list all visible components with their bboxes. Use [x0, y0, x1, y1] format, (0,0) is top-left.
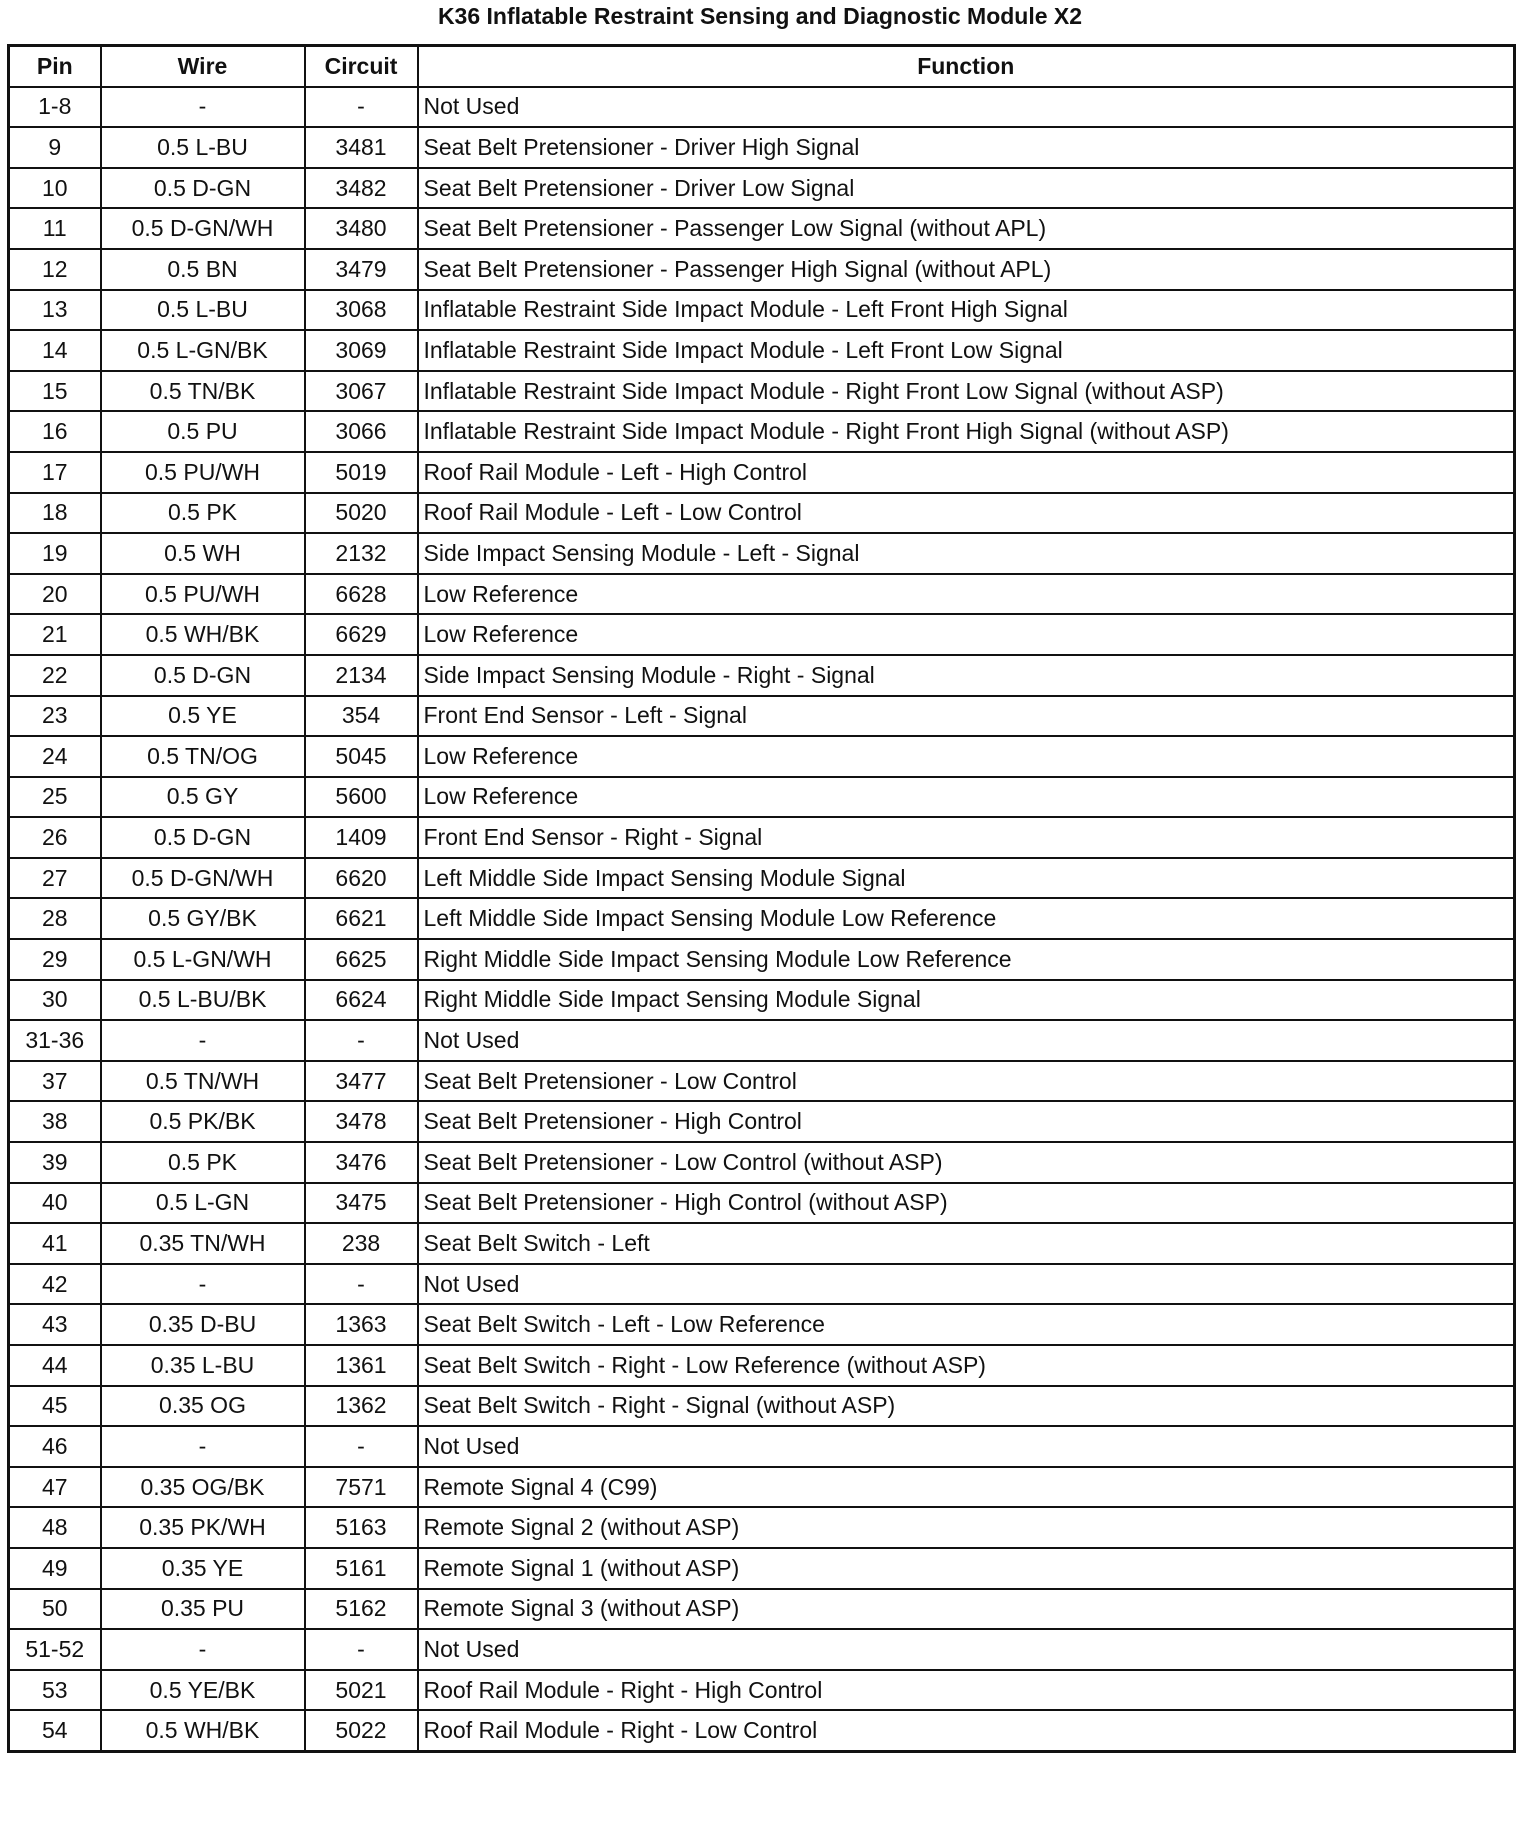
wire-cell: 0.35 PK/WH — [101, 1507, 305, 1548]
table-row — [9, 208, 1515, 249]
circuit-cell: - — [305, 1020, 418, 1061]
column-header-function: Function — [418, 46, 1515, 87]
function-cell: Low Reference — [418, 736, 1515, 777]
table-row — [9, 614, 1515, 655]
function-cell: Roof Rail Module - Left - Low Control — [418, 493, 1515, 534]
function-cell: Seat Belt Switch - Right - Signal (without ASP) — [418, 1386, 1515, 1427]
function-cell: Remote Signal 3 (without ASP) — [418, 1589, 1515, 1630]
pin-cell: 10 — [9, 168, 101, 209]
pin-cell: 26 — [9, 817, 101, 858]
wire-cell: 0.5 BN — [101, 249, 305, 290]
function-cell: Not Used — [418, 1426, 1515, 1467]
function-cell: Inflatable Restraint Side Impact Module - Right Front Low Signal (without ASP) — [418, 371, 1515, 412]
pin-cell: 17 — [9, 452, 101, 493]
table-row — [9, 898, 1515, 939]
wire-cell: 0.35 OG — [101, 1386, 305, 1427]
function-cell: Roof Rail Module - Right - High Control — [418, 1670, 1515, 1711]
circuit-cell: 3481 — [305, 127, 418, 168]
function-cell: Seat Belt Pretensioner - Driver Low Signal — [418, 168, 1515, 209]
table-row — [9, 939, 1515, 980]
function-cell: Side Impact Sensing Module - Right - Signal — [418, 655, 1515, 696]
wire-cell: 0.5 L-BU — [101, 290, 305, 331]
table-row — [9, 1386, 1515, 1427]
wire-cell: - — [101, 1264, 305, 1305]
circuit-cell: 1363 — [305, 1304, 418, 1345]
circuit-cell: 5162 — [305, 1589, 418, 1630]
table-row — [9, 1507, 1515, 1548]
circuit-cell: 1409 — [305, 817, 418, 858]
document-title: K36 Inflatable Restraint Sensing and Diagnostic Module X2 — [437, 3, 1083, 29]
wire-cell: 0.5 D-GN — [101, 817, 305, 858]
pin-cell: 20 — [9, 574, 101, 615]
circuit-cell: 2134 — [305, 655, 418, 696]
circuit-cell: - — [305, 1426, 418, 1467]
pin-cell: 18 — [9, 493, 101, 534]
table-row — [9, 1589, 1515, 1630]
function-cell: Front End Sensor - Right - Signal — [418, 817, 1515, 858]
pin-cell: 19 — [9, 533, 101, 574]
pin-cell: 1-8 — [9, 87, 101, 128]
function-cell: Roof Rail Module - Left - High Control — [418, 452, 1515, 493]
pin-cell: 44 — [9, 1345, 101, 1386]
circuit-cell: 3477 — [305, 1061, 418, 1102]
wire-cell: 0.5 PU/WH — [101, 452, 305, 493]
circuit-cell: 5600 — [305, 777, 418, 818]
pin-cell: 29 — [9, 939, 101, 980]
wire-cell: 0.35 PU — [101, 1589, 305, 1630]
table-row — [9, 736, 1515, 777]
function-cell: Roof Rail Module - Right - Low Control — [418, 1710, 1515, 1751]
table-row — [9, 1345, 1515, 1386]
table-row — [9, 411, 1515, 452]
function-cell: Seat Belt Pretensioner - Driver High Signal — [418, 127, 1515, 168]
pin-cell: 9 — [9, 127, 101, 168]
wire-cell: 0.5 D-GN/WH — [101, 208, 305, 249]
circuit-cell: 238 — [305, 1223, 418, 1264]
table-row — [9, 1467, 1515, 1508]
table-row — [9, 1548, 1515, 1589]
table-row — [9, 655, 1515, 696]
pin-cell: 38 — [9, 1101, 101, 1142]
pin-cell: 30 — [9, 980, 101, 1021]
function-cell: Inflatable Restraint Side Impact Module - Left Front High Signal — [418, 290, 1515, 331]
wire-cell: 0.5 L-BU — [101, 127, 305, 168]
pin-cell: 48 — [9, 1507, 101, 1548]
table-row — [9, 1670, 1515, 1711]
table-row — [9, 1304, 1515, 1345]
table-row — [9, 696, 1515, 737]
pin-cell: 21 — [9, 614, 101, 655]
table-row — [9, 290, 1515, 331]
table-row — [9, 1020, 1515, 1061]
circuit-cell: 5045 — [305, 736, 418, 777]
wire-cell: - — [101, 1629, 305, 1670]
pinout-table — [7, 44, 1516, 1753]
function-cell: Inflatable Restraint Side Impact Module - Right Front High Signal (without ASP) — [418, 411, 1515, 452]
pin-cell: 47 — [9, 1467, 101, 1508]
circuit-cell: - — [305, 87, 418, 128]
circuit-cell: 3069 — [305, 330, 418, 371]
table-row — [9, 858, 1515, 899]
function-cell: Seat Belt Switch - Left - Low Reference — [418, 1304, 1515, 1345]
circuit-cell: 5022 — [305, 1710, 418, 1751]
pin-cell: 11 — [9, 208, 101, 249]
table-row — [9, 1629, 1515, 1670]
pin-cell: 41 — [9, 1223, 101, 1264]
pin-cell: 54 — [9, 1710, 101, 1751]
circuit-cell: 5021 — [305, 1670, 418, 1711]
table-header — [9, 46, 1515, 87]
pin-cell: 27 — [9, 858, 101, 899]
circuit-cell: 7571 — [305, 1467, 418, 1508]
wire-cell: 0.35 TN/WH — [101, 1223, 305, 1264]
function-cell: Seat Belt Pretensioner - High Control (without ASP) — [418, 1183, 1515, 1224]
function-cell: Not Used — [418, 1629, 1515, 1670]
pin-cell: 12 — [9, 249, 101, 290]
column-header-wire: Wire — [101, 46, 305, 87]
function-cell: Front End Sensor - Left - Signal — [418, 696, 1515, 737]
pin-cell: 31-36 — [9, 1020, 101, 1061]
column-header-pin: Pin — [9, 46, 101, 87]
wire-cell: - — [101, 1426, 305, 1467]
wire-cell: 0.5 WH/BK — [101, 614, 305, 655]
pin-cell: 24 — [9, 736, 101, 777]
table-row — [9, 1101, 1515, 1142]
wire-cell: 0.35 D-BU — [101, 1304, 305, 1345]
function-cell: Seat Belt Switch - Left — [418, 1223, 1515, 1264]
pin-cell: 39 — [9, 1142, 101, 1183]
table-row — [9, 1426, 1515, 1467]
function-cell: Left Middle Side Impact Sensing Module Signal — [418, 858, 1515, 899]
table-row — [9, 127, 1515, 168]
function-cell: Seat Belt Switch - Right - Low Reference (without ASP) — [418, 1345, 1515, 1386]
function-cell: Side Impact Sensing Module - Left - Signal — [418, 533, 1515, 574]
pin-cell: 25 — [9, 777, 101, 818]
wire-cell: 0.5 GY — [101, 777, 305, 818]
circuit-cell: 5163 — [305, 1507, 418, 1548]
pin-cell: 16 — [9, 411, 101, 452]
wire-cell: 0.5 PK — [101, 1142, 305, 1183]
circuit-cell: 3067 — [305, 371, 418, 412]
function-cell: Low Reference — [418, 574, 1515, 615]
circuit-cell: 5019 — [305, 452, 418, 493]
pin-cell: 22 — [9, 655, 101, 696]
wire-cell: 0.5 TN/OG — [101, 736, 305, 777]
function-cell: Not Used — [418, 87, 1515, 128]
wire-cell: 0.5 D-GN — [101, 168, 305, 209]
function-cell: Seat Belt Pretensioner - Low Control — [418, 1061, 1515, 1102]
wire-cell: 0.5 L-GN/BK — [101, 330, 305, 371]
table-row — [9, 817, 1515, 858]
table-row — [9, 1223, 1515, 1264]
wire-cell: 0.5 D-GN — [101, 655, 305, 696]
function-cell: Seat Belt Pretensioner - High Control — [418, 1101, 1515, 1142]
table-row — [9, 980, 1515, 1021]
wire-cell: 0.5 D-GN/WH — [101, 858, 305, 899]
function-cell: Seat Belt Pretensioner - Low Control (without ASP) — [418, 1142, 1515, 1183]
pin-cell: 45 — [9, 1386, 101, 1427]
pin-cell: 13 — [9, 290, 101, 331]
table-row — [9, 1264, 1515, 1305]
wire-cell: - — [101, 87, 305, 128]
circuit-cell: - — [305, 1629, 418, 1670]
pin-cell: 43 — [9, 1304, 101, 1345]
circuit-cell: 354 — [305, 696, 418, 737]
table-row — [9, 1142, 1515, 1183]
wire-cell: 0.5 WH/BK — [101, 1710, 305, 1751]
function-cell: Inflatable Restraint Side Impact Module - Left Front Low Signal — [418, 330, 1515, 371]
wire-cell: 0.5 L-GN/WH — [101, 939, 305, 980]
circuit-cell: 1361 — [305, 1345, 418, 1386]
wire-cell: 0.5 YE/BK — [101, 1670, 305, 1711]
table-row — [9, 1061, 1515, 1102]
pin-cell: 50 — [9, 1589, 101, 1630]
wire-cell: 0.5 TN/BK — [101, 371, 305, 412]
wire-cell: 0.35 YE — [101, 1548, 305, 1589]
pin-cell: 23 — [9, 696, 101, 737]
circuit-cell: 1362 — [305, 1386, 418, 1427]
circuit-cell: 6629 — [305, 614, 418, 655]
wire-cell: 0.5 YE — [101, 696, 305, 737]
wire-cell: 0.5 L-BU/BK — [101, 980, 305, 1021]
function-cell: Seat Belt Pretensioner - Passenger High Signal (without APL) — [418, 249, 1515, 290]
circuit-cell: - — [305, 1264, 418, 1305]
pin-cell: 15 — [9, 371, 101, 412]
pin-cell: 14 — [9, 330, 101, 371]
table-body — [9, 87, 1515, 1752]
pin-cell: 28 — [9, 898, 101, 939]
table-row — [9, 168, 1515, 209]
function-cell: Not Used — [418, 1264, 1515, 1305]
function-cell: Low Reference — [418, 614, 1515, 655]
table-row — [9, 777, 1515, 818]
header-row — [9, 46, 1515, 87]
circuit-cell: 3066 — [305, 411, 418, 452]
wire-cell: 0.35 L-BU — [101, 1345, 305, 1386]
function-cell: Remote Signal 2 (without ASP) — [418, 1507, 1515, 1548]
circuit-cell: 6621 — [305, 898, 418, 939]
function-cell: Seat Belt Pretensioner - Passenger Low Signal (without APL) — [418, 208, 1515, 249]
circuit-cell: 3068 — [305, 290, 418, 331]
table-row — [9, 574, 1515, 615]
table-row — [9, 493, 1515, 534]
pin-cell: 53 — [9, 1670, 101, 1711]
table-row — [9, 452, 1515, 493]
wire-cell: 0.5 PK/BK — [101, 1101, 305, 1142]
table-row — [9, 1710, 1515, 1751]
circuit-cell: 6628 — [305, 574, 418, 615]
function-cell: Low Reference — [418, 777, 1515, 818]
circuit-cell: 6625 — [305, 939, 418, 980]
pin-cell: 37 — [9, 1061, 101, 1102]
function-cell: Left Middle Side Impact Sensing Module Low Reference — [418, 898, 1515, 939]
wire-cell: 0.5 PU/WH — [101, 574, 305, 615]
circuit-cell: 3479 — [305, 249, 418, 290]
table-row — [9, 371, 1515, 412]
wire-cell: 0.5 TN/WH — [101, 1061, 305, 1102]
wire-cell: 0.5 PU — [101, 411, 305, 452]
pin-cell: 40 — [9, 1183, 101, 1224]
pin-cell: 46 — [9, 1426, 101, 1467]
wire-cell: 0.35 OG/BK — [101, 1467, 305, 1508]
circuit-cell: 3480 — [305, 208, 418, 249]
function-cell: Remote Signal 1 (without ASP) — [418, 1548, 1515, 1589]
function-cell: Right Middle Side Impact Sensing Module Low Reference — [418, 939, 1515, 980]
circuit-cell: 3482 — [305, 168, 418, 209]
circuit-cell: 6620 — [305, 858, 418, 899]
table-row — [9, 249, 1515, 290]
column-header-circuit: Circuit — [305, 46, 418, 87]
pin-cell: 51-52 — [9, 1629, 101, 1670]
circuit-cell: 5161 — [305, 1548, 418, 1589]
table-row — [9, 87, 1515, 128]
function-cell: Not Used — [418, 1020, 1515, 1061]
circuit-cell: 5020 — [305, 493, 418, 534]
wire-cell: 0.5 L-GN — [101, 1183, 305, 1224]
circuit-cell: 6624 — [305, 980, 418, 1021]
table-row — [9, 533, 1515, 574]
function-cell: Remote Signal 4 (C99) — [418, 1467, 1515, 1508]
table-row — [9, 1183, 1515, 1224]
wire-cell: 0.5 GY/BK — [101, 898, 305, 939]
pin-cell: 49 — [9, 1548, 101, 1589]
table-row — [9, 330, 1515, 371]
pin-cell: 42 — [9, 1264, 101, 1305]
wire-cell: 0.5 PK — [101, 493, 305, 534]
function-cell: Right Middle Side Impact Sensing Module Signal — [418, 980, 1515, 1021]
circuit-cell: 2132 — [305, 533, 418, 574]
circuit-cell: 3475 — [305, 1183, 418, 1224]
circuit-cell: 3476 — [305, 1142, 418, 1183]
circuit-cell: 3478 — [305, 1101, 418, 1142]
wire-cell: 0.5 WH — [101, 533, 305, 574]
wire-cell: - — [101, 1020, 305, 1061]
